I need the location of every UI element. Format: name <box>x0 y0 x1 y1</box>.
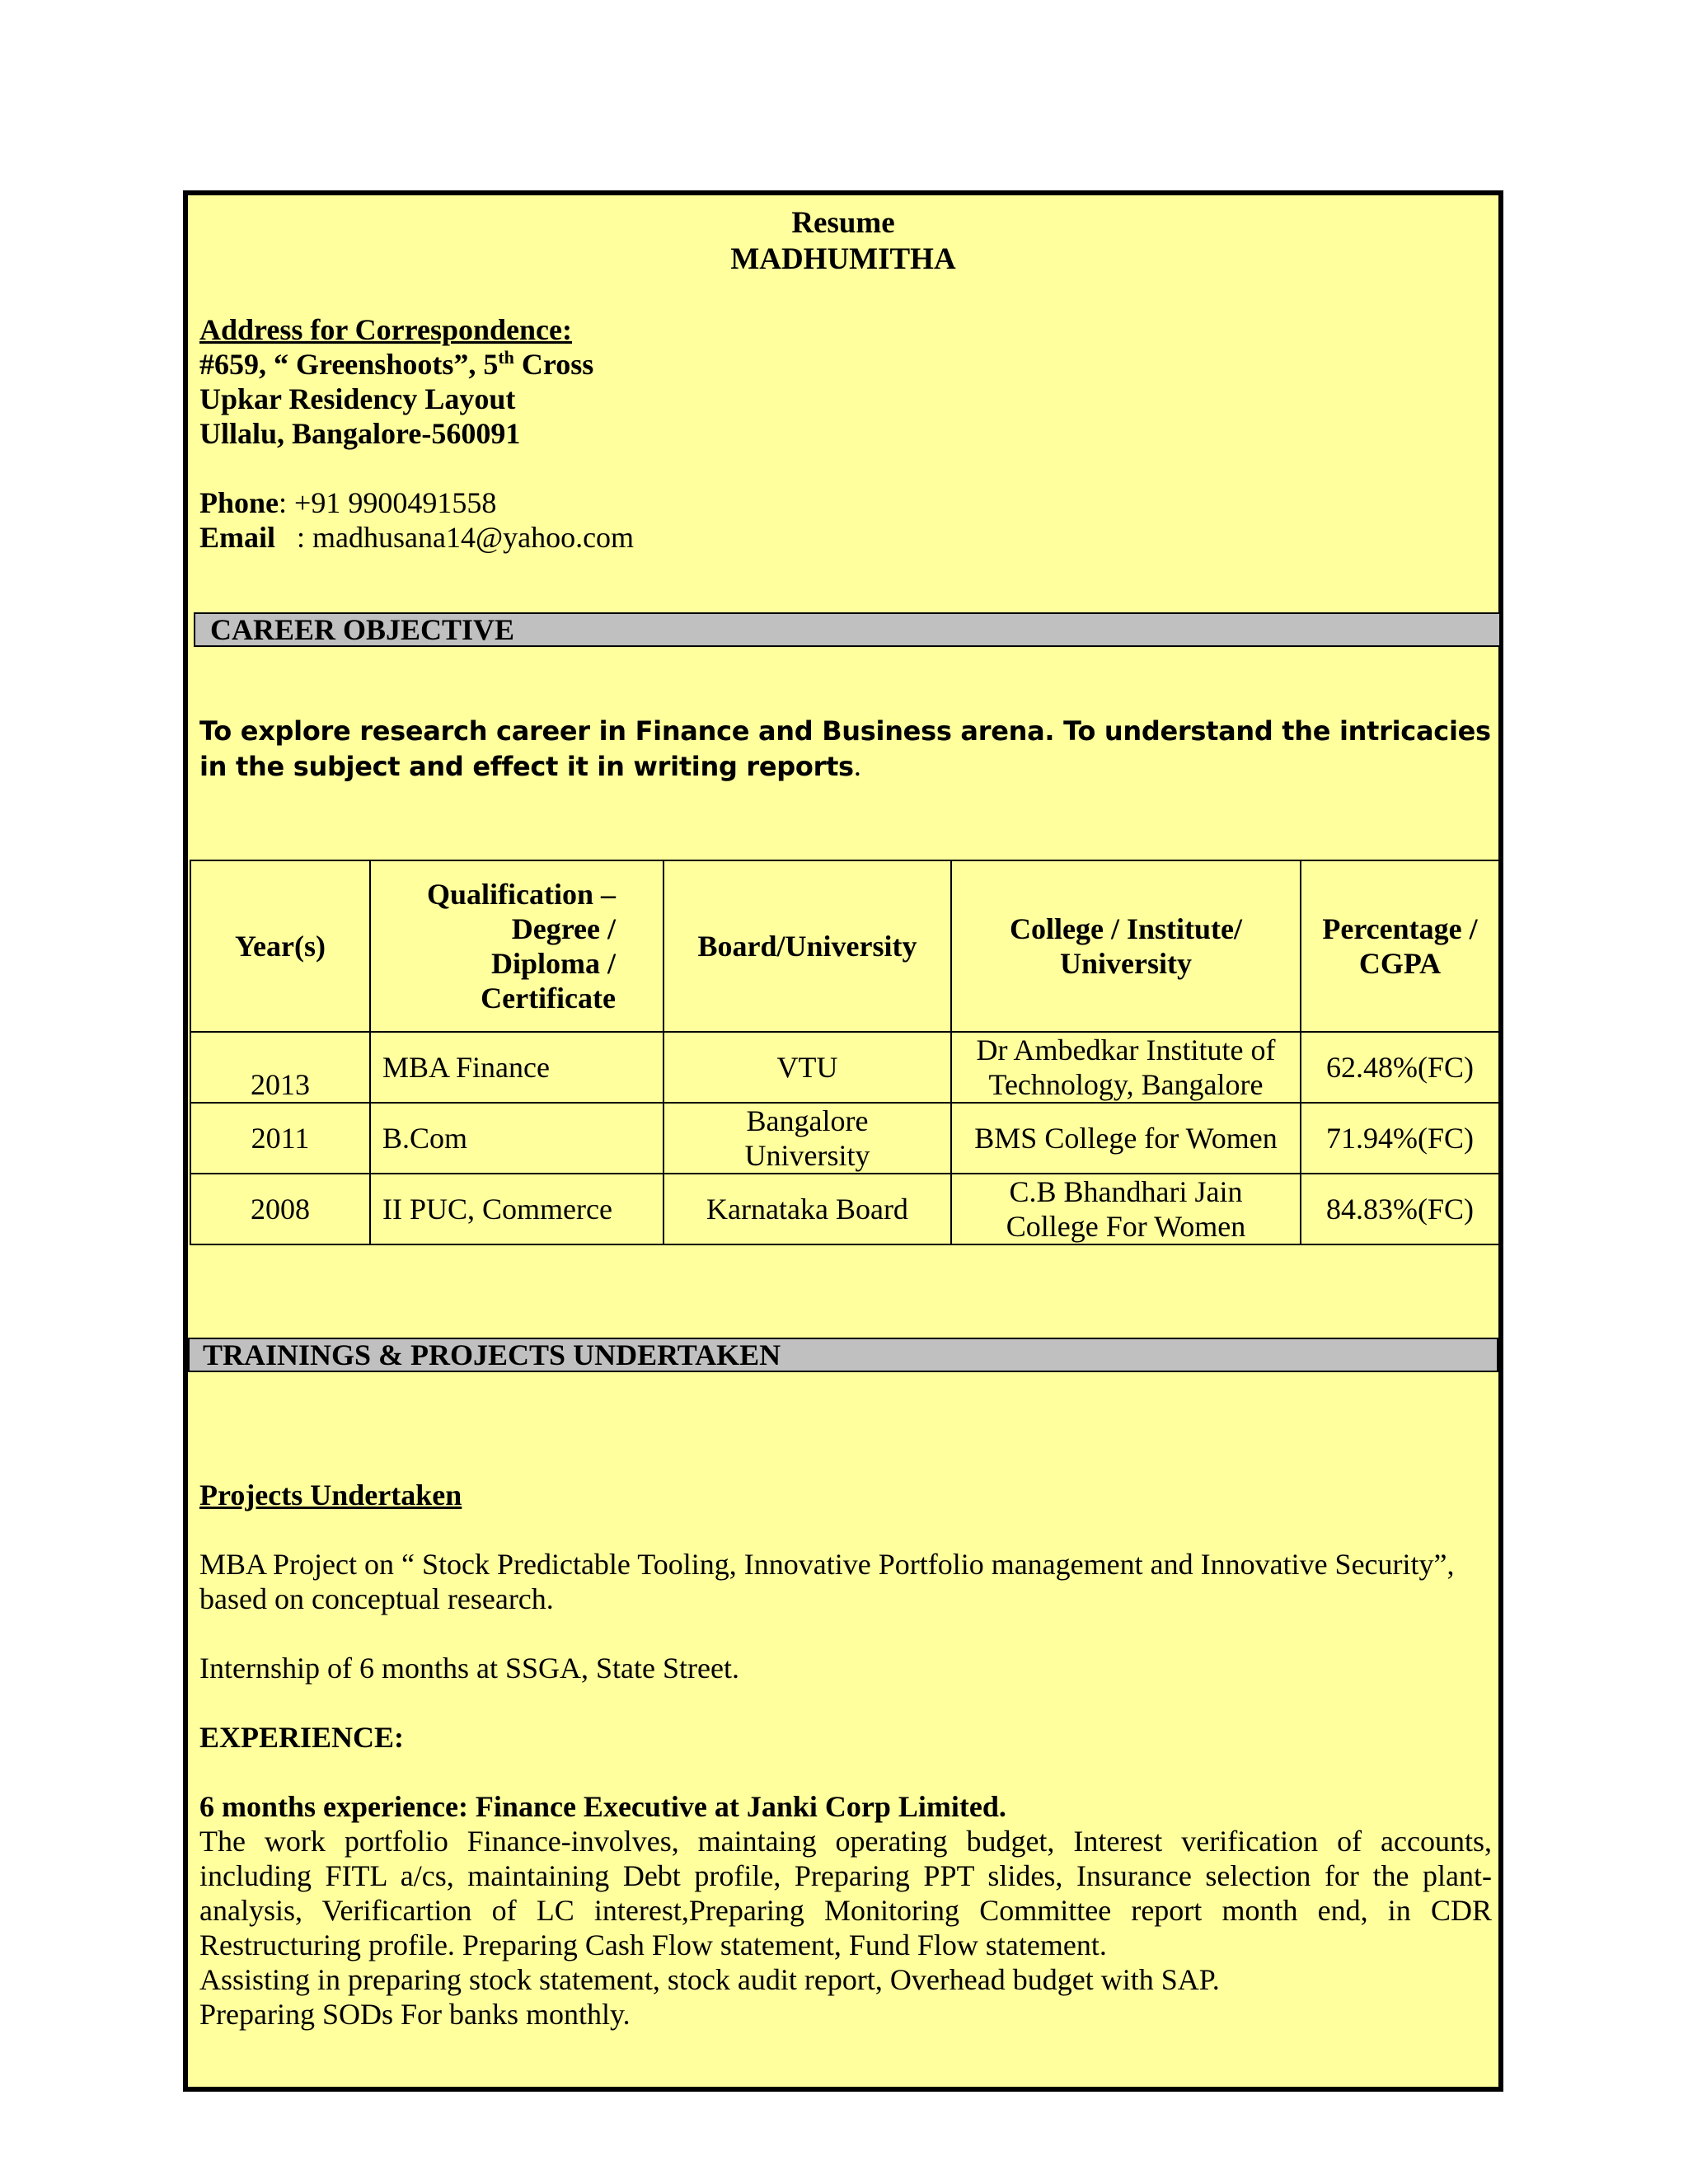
project-text: MBA Project on “ Stock Predictable Tooling, Innovative Portfolio management and Innovative Security”, based on conceptual research. <box>199 1548 1455 1615</box>
experience-description: The work portfolio Finance-involves, maintaing operating budget, Interest verification of accounts, including FITL a/cs, maintaining Debt profile, Preparing PPT slides, Insurance selection for the plant-analysis, Verificartion of LC interest,Preparing Monitoring Committee report month end, in CDR Restructuring profile. Preparing Cash Flow statement, Fund Flow statement. <box>199 1825 1492 1961</box>
header-board: Board/University <box>663 860 951 1032</box>
cell-year: 2011 <box>190 1103 370 1174</box>
candidate-name: MADHUMITHA <box>730 242 956 276</box>
header-college: College / Institute/ University <box>951 860 1301 1032</box>
header-qualification: Qualification – Degree / Diploma / Certificate <box>370 860 663 1032</box>
header-year: Year(s) <box>190 860 370 1032</box>
cell-qualification: B.Com <box>370 1103 663 1174</box>
address-line-3: Ullalu, Bangalore-560091 <box>199 417 521 450</box>
cell-board: VTU <box>663 1032 951 1103</box>
cell-year: 2008 <box>190 1174 370 1244</box>
cell-college: Dr Ambedkar Institute of Technology, Bangalore <box>951 1032 1301 1103</box>
table-row <box>190 1103 1499 1174</box>
table-row <box>190 1032 1499 1103</box>
cell-qualification: MBA Finance <box>370 1032 663 1103</box>
phone-label: Phone <box>199 486 279 519</box>
career-objective-heading: CAREER OBJECTIVE <box>194 612 1501 647</box>
education-table <box>190 860 1500 1245</box>
cell-qualification: II PUC, Commerce <box>370 1174 663 1244</box>
internship-text: Internship of 6 months at SSGA, State Street. <box>199 1652 739 1685</box>
experience-title: 6 months experience: Finance Executive at Janki Corp Limited. <box>199 1790 1006 1823</box>
education-header-row <box>190 860 1499 1032</box>
address-heading: Address for Correspondence: <box>199 313 572 346</box>
projects-heading: Projects Undertaken <box>199 1479 462 1511</box>
phone-value: : +91 9900491558 <box>279 486 497 519</box>
table-row <box>190 1174 1499 1244</box>
address-line-2: Upkar Residency Layout <box>199 382 516 415</box>
experience-heading: EXPERIENCE: <box>199 1721 405 1754</box>
trainings-heading: TRAININGS & PROJECTS UNDERTAKEN <box>188 1338 1498 1372</box>
cell-college: BMS College for Women <box>951 1103 1301 1174</box>
resume-title: Resume <box>791 206 895 240</box>
cell-percentage: 84.83%(FC) <box>1301 1174 1499 1244</box>
experience-line-3: Preparing SODs For banks monthly. <box>199 1998 631 2031</box>
cell-percentage: 71.94%(FC) <box>1301 1103 1499 1174</box>
cell-college: C.B Bhandhari Jain College For Women <box>951 1174 1301 1244</box>
email-line <box>199 520 634 555</box>
header-percentage: Percentage / CGPA <box>1301 860 1499 1032</box>
address-line-1: #659, “ Greenshoots”, 5th Cross <box>199 347 594 381</box>
email-value: : madhusana14@yahoo.com <box>297 521 635 554</box>
cell-board: Bangalore University <box>663 1103 951 1174</box>
experience-line-2: Assisting in preparing stock statement, stock audit report, Overhead budget with SAP. <box>199 1963 1220 1996</box>
resume-frame <box>183 190 1503 2092</box>
career-objective-text: To explore research career in Finance and Business arena. To understand the intricacies in the subject and effect it in writing reports. <box>199 715 1491 782</box>
phone-line <box>199 485 496 520</box>
cell-percentage: 62.48%(FC) <box>1301 1032 1499 1103</box>
cell-board: Karnataka Board <box>663 1174 951 1244</box>
email-label: Email <box>199 521 276 554</box>
cell-year: 2013 <box>190 1032 370 1103</box>
